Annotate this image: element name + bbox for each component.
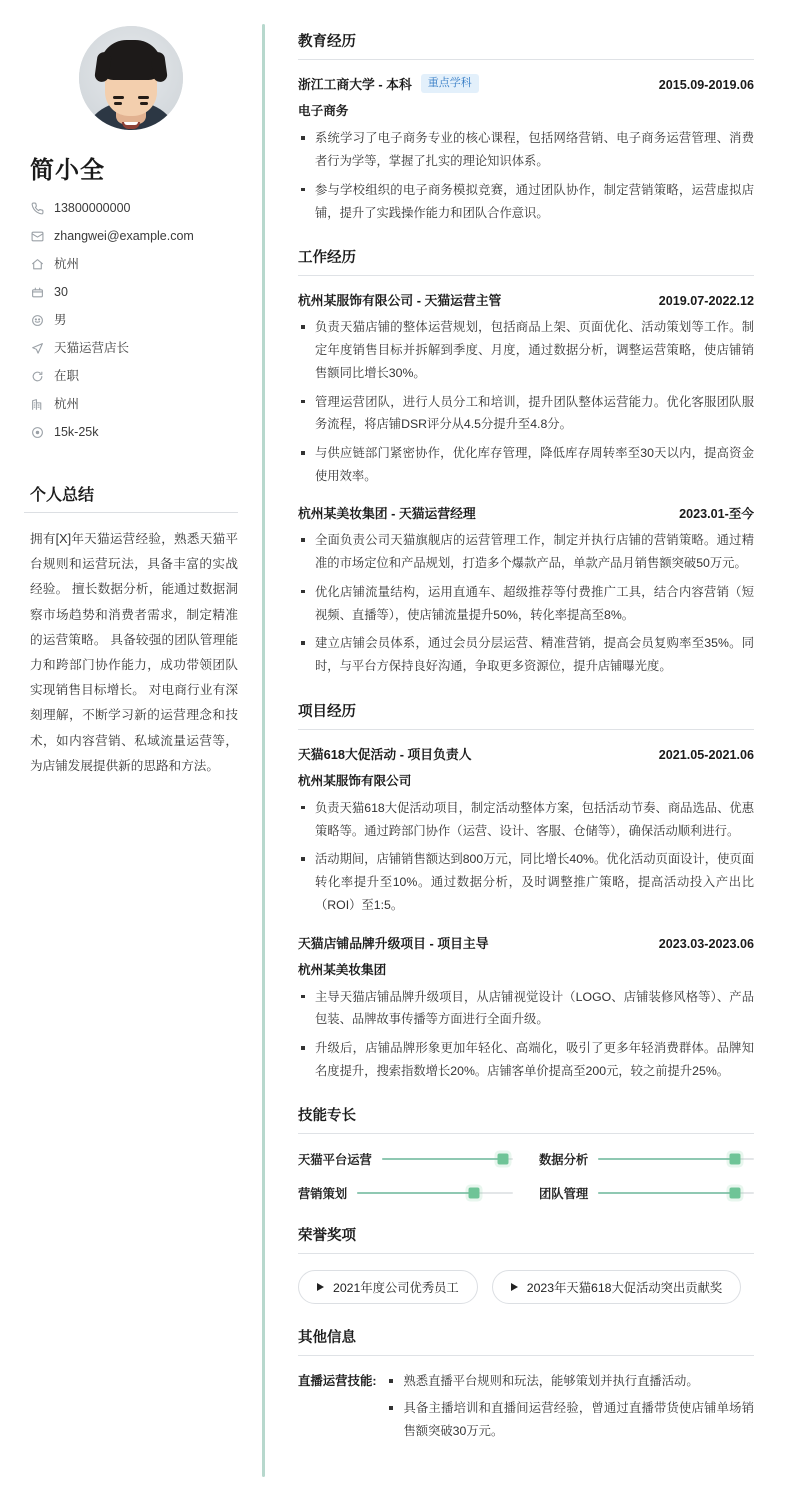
avatar-wrap: [24, 26, 238, 130]
status-icon: [30, 370, 44, 384]
contact-item-salary: [30, 425, 238, 440]
education-school-line: [298, 74, 479, 93]
work-title: 杭州某美妆集团 - 天猫运营经理: [298, 506, 476, 522]
avatar-eye-right: [114, 102, 122, 105]
skill-label: 数据分析: [539, 1153, 589, 1168]
project-company: 杭州某美妆集团: [298, 962, 387, 977]
avatar-brow-left: [138, 96, 149, 99]
education-date: 2015.09-2019.06: [658, 78, 754, 93]
skill-item: [298, 1184, 513, 1202]
work-heading: 工作经历: [298, 246, 754, 276]
list-item: 升级后，店铺品牌形象更加年轻化、高端化，吸引了更多年轻消费群体。品牌知名度提升，搜索指数增长20%。店铺客单价提高至200元，较之前提升25%。: [298, 1037, 754, 1082]
projects-heading: 项目经历: [298, 700, 754, 730]
list-item: 建立店铺会员体系，通过会员分层运营、精准营销，提高会员复购率至35%。同时，与平台方保持良好沟通，争取更多资源位，提升店铺曝光度。: [298, 632, 754, 677]
list-item: 管理运营团队，进行人员分工和培训，提升团队整体运营能力。优化客服团队服务流程，将店铺DSR评分从4.5分提升至4.8分。: [298, 391, 754, 436]
project-title: 天猫618大促活动 - 项目负责人: [298, 746, 472, 762]
work-title: 杭州某服饰有限公司 - 天猫运营主管: [298, 293, 502, 309]
honor-label: 2023年天猫618大促活动突出贡献奖: [526, 1281, 723, 1296]
avatar-brow-right: [113, 96, 124, 99]
skill-slider[interactable]: [382, 1152, 513, 1166]
candidate-name: 简小全: [30, 157, 105, 184]
slider-fill: [598, 1158, 735, 1160]
play-triangle-icon: [511, 1283, 518, 1291]
skill-label: 团队管理: [539, 1187, 589, 1202]
skills-section: [298, 1104, 754, 1202]
skill-item: [298, 1150, 513, 1168]
contact-item-phone: [30, 201, 238, 216]
contact-value-gender: 男: [54, 313, 67, 327]
sidebar: [0, 0, 262, 1495]
contact-value-age: 30: [54, 285, 68, 299]
contact-item-location: [30, 257, 238, 272]
honors-heading: 荣誉奖项: [298, 1224, 754, 1254]
project-entry: [298, 744, 754, 917]
list-item: 与供应链部门紧密协作，优化库存管理，降低库存周转率至30天以内，提高资金使用效率。: [298, 442, 754, 487]
home-icon: [30, 258, 44, 272]
contact-value-email: zhangwei@example.com: [54, 229, 194, 243]
project-entry-header: [298, 744, 754, 763]
salary-icon: [30, 426, 44, 440]
email-icon: [30, 230, 44, 244]
education-school: 浙江工商大学 - 本科: [298, 77, 412, 93]
list-item: 活动期间，店铺销售额达到800万元，同比增长40%。优化活动页面设计，使页面转化率提升至10%。通过数据分析，及时调整推广策略，提高活动投入产出比（ROI）至1:5。: [298, 848, 754, 916]
work-date: 2023.01-至今: [679, 507, 754, 522]
slider-fill: [382, 1158, 503, 1160]
contact-item-age: [30, 285, 238, 300]
list-item: 具备主播培训和直播间运营经验，曾通过直播带货使店铺单场销售额突破30万元。: [386, 1397, 754, 1442]
list-item: 负责天猫618大促活动项目，制定活动整体方案，包括活动节奏、商品选品、优惠策略等。通过跨部门协作（运营、设计、客服、仓储等），确保活动顺利进行。: [298, 797, 754, 842]
project-company: 杭州某服饰有限公司: [298, 773, 412, 788]
project-bullets: [298, 986, 754, 1083]
summary-section: [24, 482, 238, 779]
skill-label: 营销策划: [298, 1187, 348, 1202]
education-entry-header: [298, 74, 754, 93]
skills-heading: 技能专长: [298, 1104, 754, 1134]
work-entry-header: [298, 503, 754, 522]
status-badge: 重点学科: [421, 74, 479, 93]
contact-value-status: 在职: [54, 369, 80, 383]
education-bullets: [298, 127, 754, 224]
other-bullets: [386, 1370, 754, 1446]
project-date: 2023.03-2023.06: [658, 936, 754, 951]
skill-slider[interactable]: [598, 1186, 754, 1200]
work-entry-header: [298, 290, 754, 309]
honor-chip[interactable]: [492, 1270, 741, 1304]
skill-item: [539, 1184, 754, 1202]
project-bullets: [298, 797, 754, 917]
contact-list: [30, 201, 238, 440]
avatar-eye-left: [140, 102, 148, 105]
play-triangle-icon: [317, 1283, 324, 1291]
slider-knob[interactable]: [497, 1154, 508, 1165]
skill-label: 天猫平台运营: [298, 1153, 372, 1168]
project-entry: [298, 933, 754, 1083]
phone-icon: [30, 202, 44, 216]
honors-section: [298, 1224, 754, 1304]
contact-item-position: [30, 341, 238, 356]
contact-item-status: [30, 369, 238, 384]
slider-knob[interactable]: [730, 1188, 741, 1199]
contact-value-location: 杭州: [54, 257, 80, 271]
education-section: [298, 30, 754, 224]
work-bullets: [298, 529, 754, 677]
skill-slider[interactable]: [357, 1186, 513, 1200]
slider-knob[interactable]: [730, 1154, 741, 1165]
other-label: 直播运营技能:: [298, 1374, 377, 1389]
slider-fill: [357, 1192, 474, 1194]
contact-value-city: 杭州: [54, 397, 80, 411]
list-item: 熟悉直播平台规则和玩法，能够策划并执行直播活动。: [386, 1370, 754, 1393]
work-section: [298, 246, 754, 678]
contact-item-gender: [30, 313, 238, 328]
skills-grid: [298, 1148, 754, 1202]
list-item: 优化店铺流量结构，运用直通车、超级推荐等付费推广工具，结合内容营销（短视频、直播等），使店铺流量提升50%，转化率提高至8%。: [298, 581, 754, 626]
contact-value-phone: 13800000000: [54, 201, 131, 215]
list-item: 系统学习了电子商务专业的核心课程，包括网络营销、电子商务运营管理、消费者行为学等，掌握了扎实的理论知识体系。: [298, 127, 754, 172]
slider-knob[interactable]: [469, 1188, 480, 1199]
gender-icon: [30, 314, 44, 328]
work-entry: [298, 290, 754, 487]
contact-item-city: [30, 397, 238, 412]
work-bullets: [298, 316, 754, 487]
projects-section: [298, 700, 754, 1083]
education-heading: 教育经历: [298, 30, 754, 60]
avatar: [79, 26, 183, 130]
work-date: 2019.07-2022.12: [658, 294, 754, 309]
city-icon: [30, 398, 44, 412]
list-item: 全面负责公司天猫旗舰店的运营管理工作，制定并执行店铺的营销策略。通过精准的市场定位和产品规划，打造多个爆款产品，单款产品月销售额突破50万元。: [298, 529, 754, 574]
education-entry: [298, 74, 754, 224]
skill-slider[interactable]: [598, 1152, 754, 1166]
honor-label: 2021年度公司优秀员工: [333, 1281, 459, 1296]
project-entry-header: [298, 933, 754, 952]
summary-heading: 个人总结: [24, 482, 238, 513]
project-title: 天猫店铺品牌升级项目 - 项目主导: [298, 935, 489, 951]
list-item: 负责天猫店铺的整体运营规划，包括商品上架、页面优化、活动策划等工作。制定年度销售目标并拆解到季度、月度，通过数据分析，调整运营策略，使店铺销售额同比增长30%。: [298, 316, 754, 384]
list-item: 参与学校组织的电子商务模拟竞赛，通过团队协作，制定营销策略，运营虚拟店铺，提升了实践操作能力和团队合作意识。: [298, 179, 754, 224]
list-item: 主导天猫店铺品牌升级项目，从店铺视觉设计（LOGO、店铺装修风格等）、产品包装、品牌故事传播等方面进行全面升级。: [298, 986, 754, 1031]
position-icon: [30, 342, 44, 356]
other-section: [298, 1326, 754, 1446]
contact-value-position: 天猫运营店长: [54, 341, 130, 355]
project-date: 2021.05-2021.06: [658, 747, 754, 762]
summary-text: 拥有[X]年天猫运营经验，熟悉天猫平台规则和运营玩法，具备丰富的实战经验。 擅长数据分析，能通过数据洞察市场趋势和消费者需求，制定精准的运营策略。 具备较强的团队管理能力和跨部门协作能力，成功带领团队实现销售目标增长。 对电商行业有深刻理解，不断学习新的运营理念和技术，如内容营销、私域流量运营等，为店铺发展提供新的思路和方法。: [30, 532, 238, 773]
main-column: [265, 0, 794, 1495]
contact-value-salary: 15k-25k: [54, 425, 99, 439]
work-entry: [298, 503, 754, 677]
other-heading: 其他信息: [298, 1326, 754, 1356]
other-info-row: [298, 1370, 754, 1446]
skill-item: [539, 1150, 754, 1168]
contact-item-email: [30, 229, 238, 244]
honor-chip[interactable]: [298, 1270, 478, 1304]
honors-list: [298, 1268, 754, 1304]
education-major: 电子商务: [298, 104, 349, 119]
calendar-icon: [30, 286, 44, 300]
avatar-hair: [100, 40, 162, 80]
slider-fill: [598, 1192, 735, 1194]
